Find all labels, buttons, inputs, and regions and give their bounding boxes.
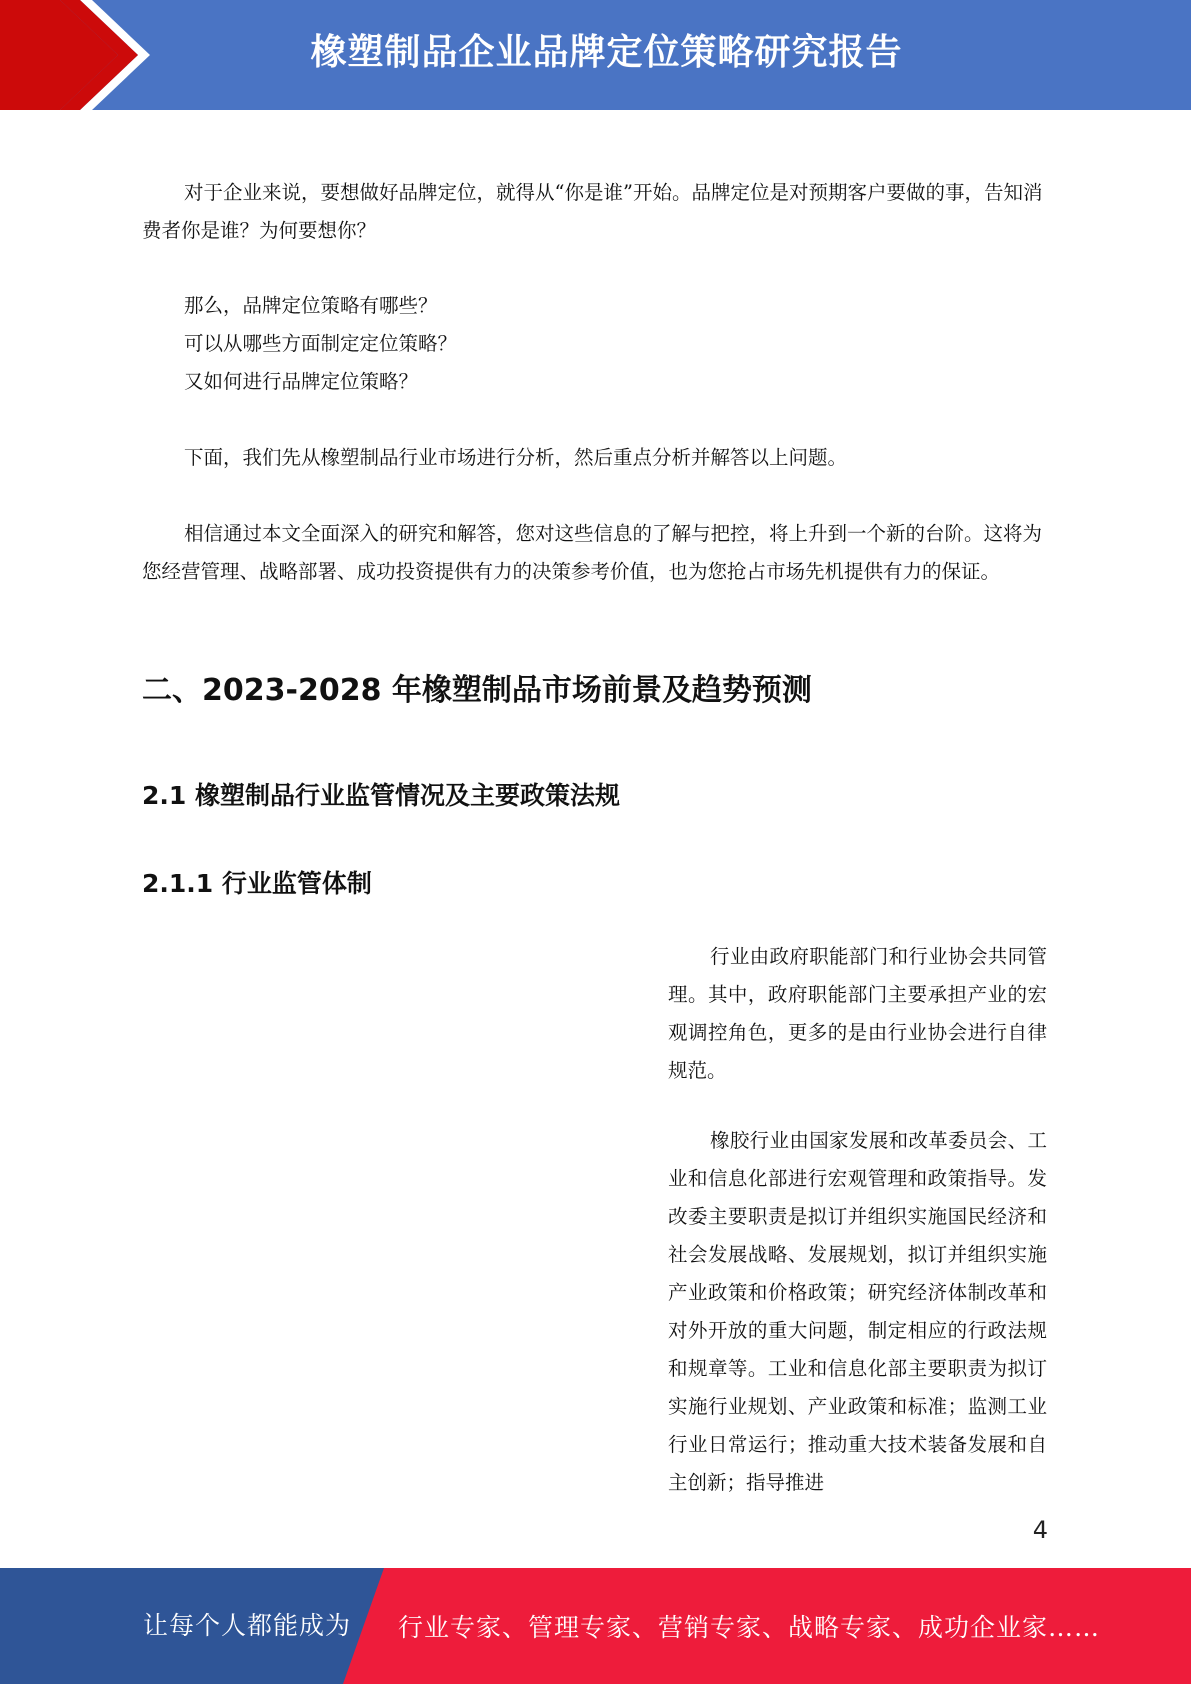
question-2: 可以从哪些方面制定定位策略？ <box>184 332 458 355</box>
header-bar <box>0 0 1191 110</box>
page-number: 4 <box>1032 1516 1048 1544</box>
column-paragraph-2: 橡胶行业由国家发展和改革委员会、工业和信息化部进行宏观管理和政策指导。发改委主要职责是拟订并组织实施国民经济和社会发展战略、发展规划，拟订并组织实施产业政策和价格政策；研究经济体制改革和对外开放的重大问题，制定相应的行政法规和规章等。工业和信息化部主要职责为拟订实施行业规划、产业政策和标准；监测工业行业日常运行；推动重大技术装备发展和自主创新；指导推进 <box>668 1129 1047 1494</box>
report-title: 橡塑制品企业品牌定位策略研究报告 <box>310 32 903 73</box>
footer-slogan-right: 行业专家、管理专家、营销专家、战略专家、成功企业家…… <box>398 1613 1101 1642</box>
section-heading: 二、2023-2028 年橡塑制品市场前景及趋势预测 <box>142 673 812 708</box>
subsubsection-heading: 2.1.1 行业监管体制 <box>142 869 372 898</box>
intro-paragraph-2: 下面，我们先从橡塑制品行业市场进行分析，然后重点分析并解答以上问题。 <box>184 446 848 469</box>
footer-banner <box>0 1568 1191 1684</box>
intro-paragraph-1: 对于企业来说，要想做好品牌定位，就得从“你是谁”开始。品牌定位是对预期客户要做的事，告知消费者你是谁？为何要想你？ <box>142 181 1043 242</box>
question-3: 又如何进行品牌定位策略？ <box>184 370 419 393</box>
subsection-heading: 2.1 橡塑制品行业监管情况及主要政策法规 <box>142 781 620 810</box>
intro-paragraph-3: 相信通过本文全面深入的研究和解答，您对这些信息的了解与把控，将上升到一个新的台阶。这将为您经营管理、战略部署、成功投资提供有力的决策参考价值，也为您抢占市场先机提供有力的保证。 <box>142 522 1043 583</box>
footer-slogan-left: 让每个人都能成为 <box>143 1611 352 1640</box>
column-paragraph-1: 行业由政府职能部门和行业协会共同管理。其中，政府职能部门主要承担产业的宏观调控角色，更多的是由行业协会进行自律规范。 <box>668 945 1047 1082</box>
question-1: 那么，品牌定位策略有哪些？ <box>184 294 438 317</box>
